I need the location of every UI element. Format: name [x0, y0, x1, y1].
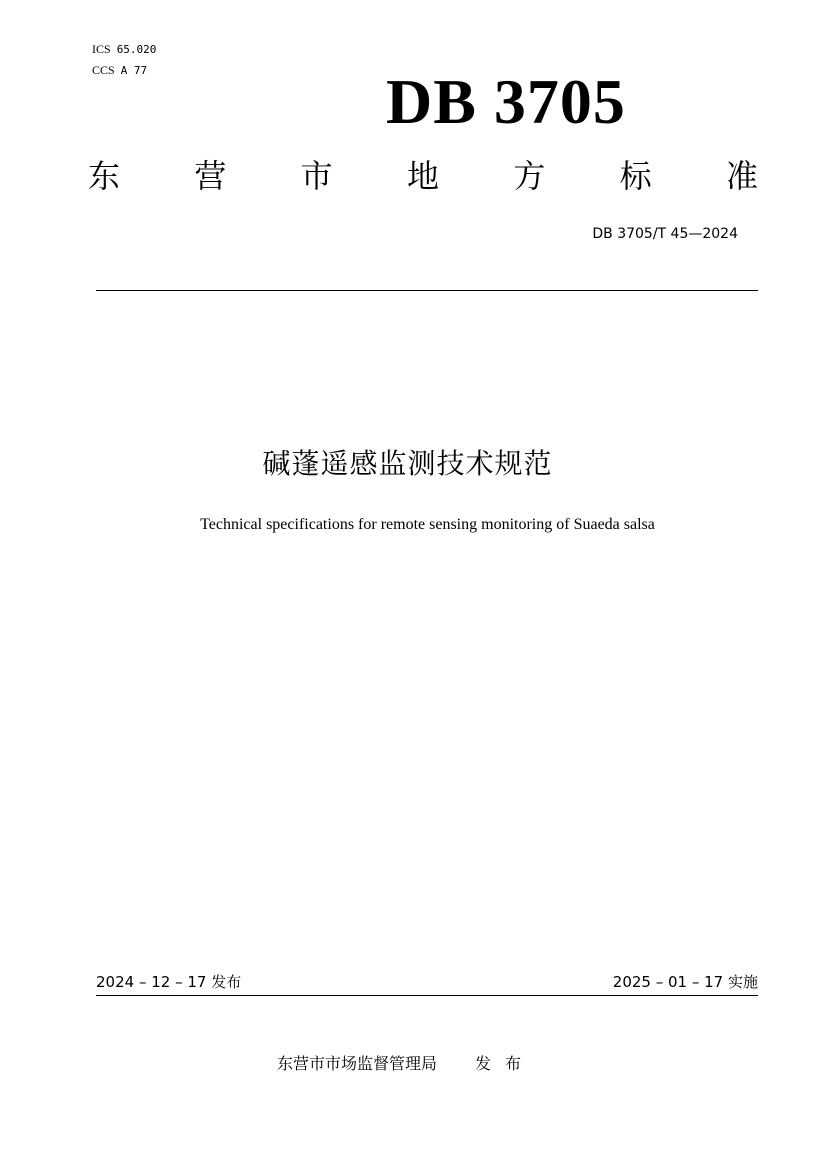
- bottom-divider: [96, 995, 758, 996]
- issue-date: 2024 – 12 – 17 发布: [96, 973, 242, 991]
- ccs-value: A 77: [120, 64, 148, 77]
- ics-code: [92, 39, 156, 60]
- publish-label: 发布: [475, 1054, 536, 1073]
- standard-type-char: 标: [619, 157, 652, 195]
- document-title-english: Technical specifications for remote sensing monitoring of Suaeda salsa: [200, 516, 655, 533]
- issuer-line: [277, 1052, 535, 1076]
- standard-type-char: 准: [725, 157, 758, 195]
- standard-number: DB 3705/T 45—2024: [592, 226, 738, 242]
- standard-type-char: 地: [406, 157, 439, 195]
- standard-type-char: 东: [88, 157, 121, 195]
- classification-codes: [92, 39, 156, 81]
- ics-label: ICS: [92, 42, 111, 56]
- standard-type-char: 营: [194, 157, 227, 195]
- ccs-code: [92, 60, 156, 81]
- db-code: DB 3705: [386, 66, 626, 137]
- top-divider: [96, 290, 758, 291]
- ics-value: 65.020: [116, 43, 157, 56]
- ccs-label: CCS: [92, 63, 115, 77]
- standard-type: [88, 154, 758, 198]
- standard-type-char: 市: [300, 157, 333, 195]
- document-title-chinese: 碱蓬遥感监测技术规范: [262, 447, 553, 480]
- implementation-date: 2025 – 01 – 17 实施: [612, 973, 758, 991]
- standard-type-char: 方: [513, 157, 546, 195]
- issuer-name: 东营市市场监督管理局: [277, 1054, 438, 1073]
